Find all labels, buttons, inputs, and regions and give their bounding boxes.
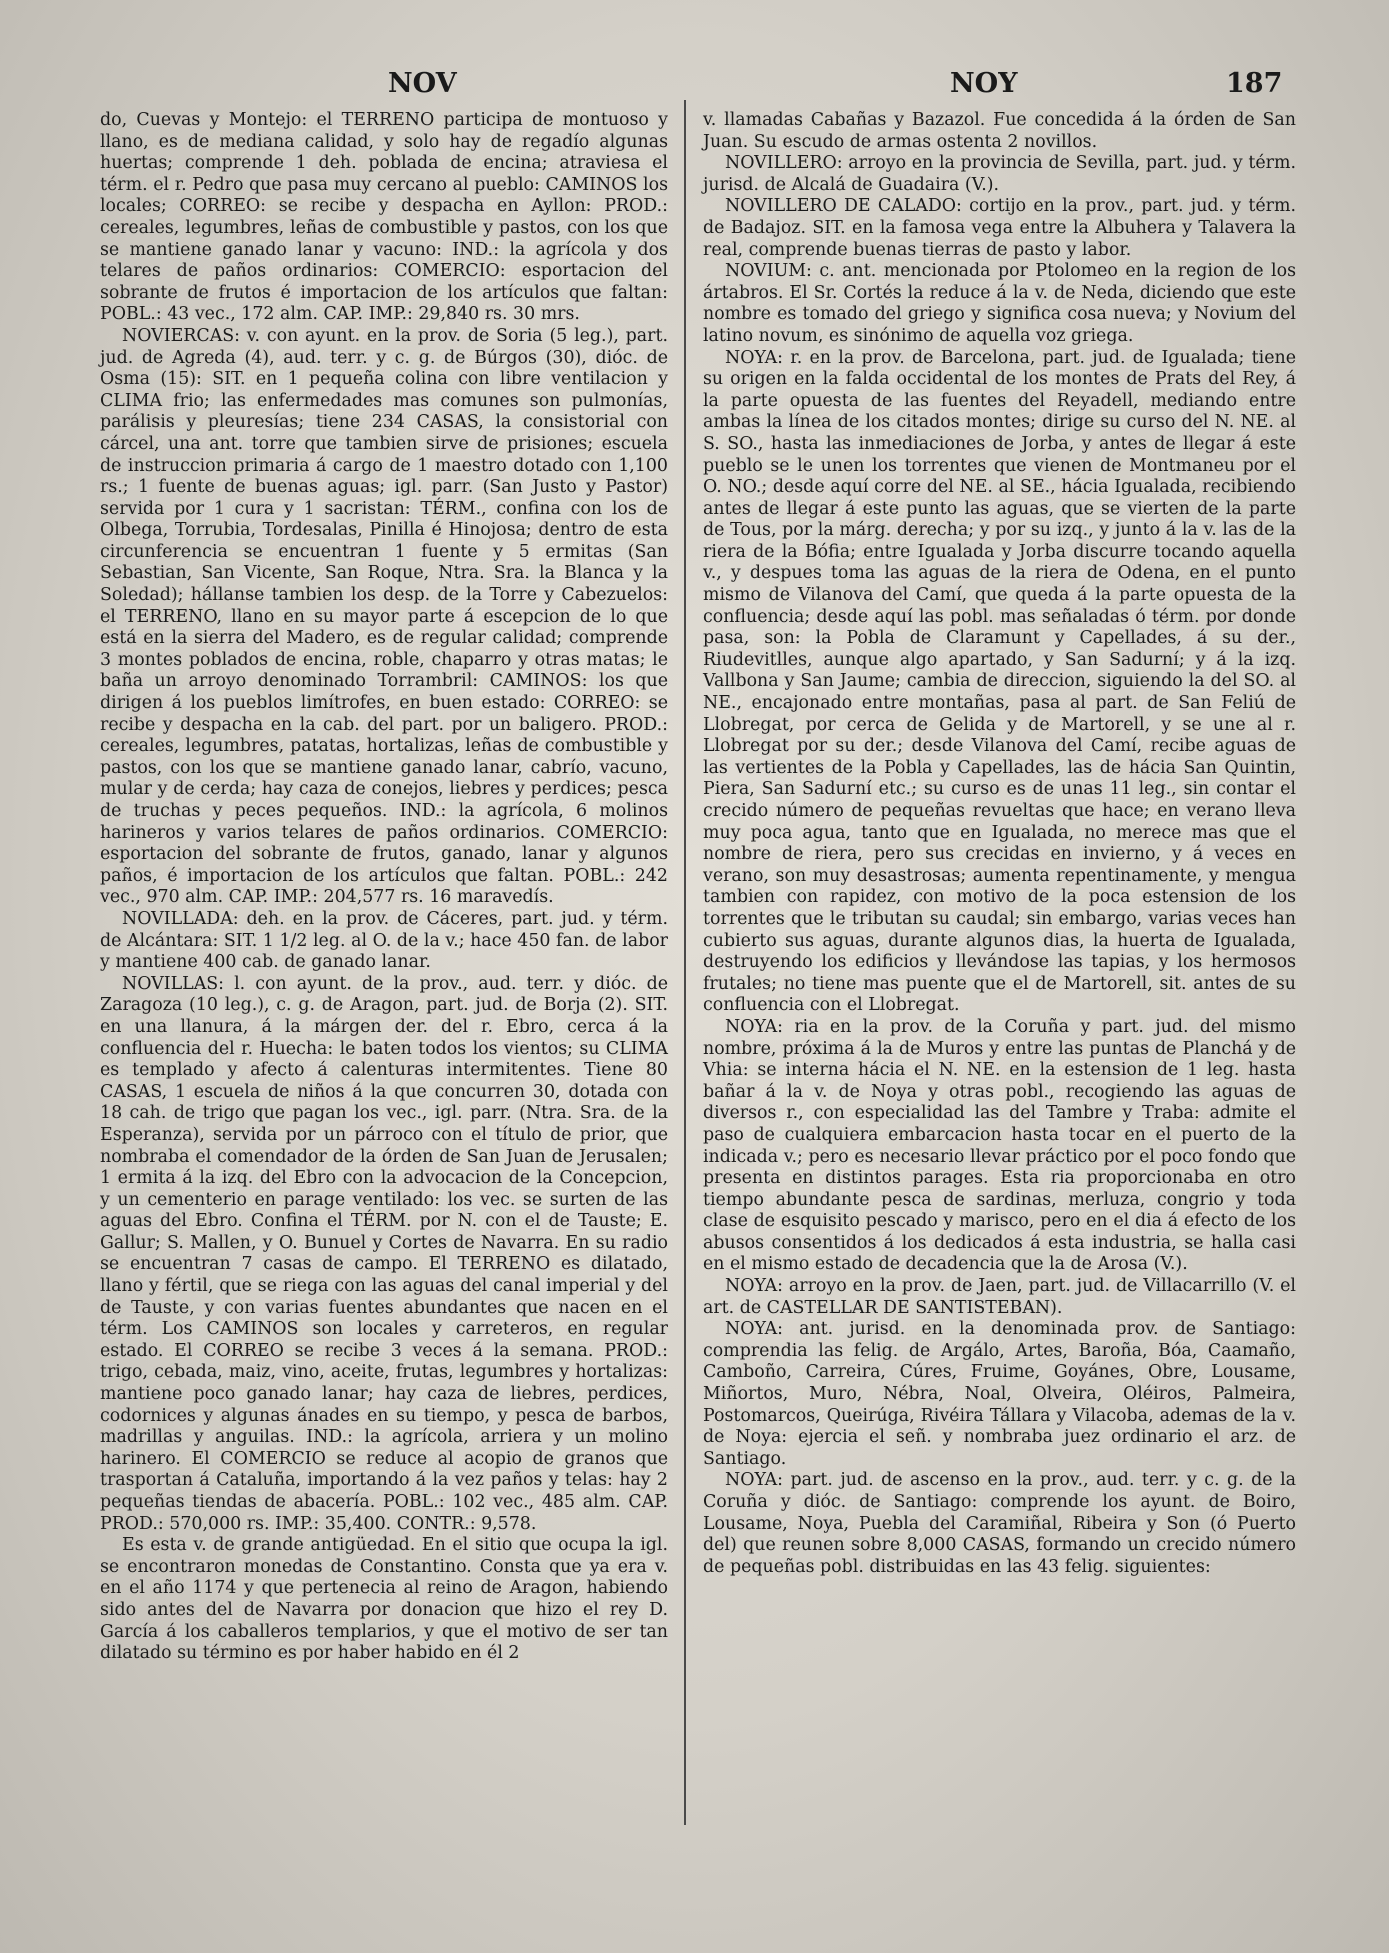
entry-noya-arroyo: NOYA: arroyo en la prov. de Jaen, part. jud. de Villacarrillo (V. el art. de CASTELLAR DE SANTISTEBAN). [703,1276,1296,1318]
entry-noya-partido: NOYA: part. jud. de ascenso en la prov., aud. terr. y c. g. de la Coruña y dióc. de Santiago: comprende los ayunt. de Boiro, Lousame, Noya, Puebla del Caramiñal, Ribeira y Son (ó Puerto del) que reunen sobre 8,000 CASAS, formando un crecido número de pequeñas pobl. distribuidas en las 43 felig. siguientes: [703,1470,1296,1577]
entry-novillero-de-calado: NOVILLERO DE CALADO: cortijo en la prov., part. jud. y térm. de Badajoz. SIT. en la famosa vega entre la Albuhera y Talavera la real, comprende buenas tierras de pasto y labor. [703,196,1296,260]
entry-novillero: NOVILLERO: arroyo en la provincia de Sevilla, part. jud. y térm. jurisd. de Alcalá de Guadaira (V.). [703,153,1296,195]
left-column [100,110,668,1665]
entry-noya-jurisdiction: NOYA: ant. jurisd. en la denominada prov. de Santiago: comprendia las felig. de Argálo, Artes, Baroña, Bóa, Caamaño, Camboño, Carreira, Cúres, Fruime, Goyánes, Obre, Lousame, Miñortos, Muro, Nébra, Noal, Olveira, Oléiros, Palmeira, Postomarcos, Queirúga, Rivéira Tállara y Vilacoba, ademas de la v. de Noya: ejercia el señ. y nombraba juez ordinario el arz. de Santiago. [703,1319,1296,1469]
entry-noya-river: NOYA: r. en la prov. de Barcelona, part. jud. de Igualada; tiene su origen en la falda occidental de los montes de Prats del Rey, á la parte opuesta de las fuentes del Reyadell, mediando entre ambas la línea de los citados montes; dirige su curso del N. NE. al S. SO., hasta las inmediaciones de Jorba, y antes de llegar á este pueblo se le unen los torrentes que vienen de Montmaneu por el O. NO.; desde aquí corre del NE. al SE., hácia Igualada, recibiendo antes de llegar á este punto las aguas, que se vierten de la parte de Tous, por la márg. derecha; y por su izq., y junto á la v. las de la riera de la Bófia; entre Igualada y Jorba discurre tocando aquella v., y despues toma las aguas de la riera de Odena, en el punto mismo de Vilanova del Camí, que queda á la parte opuesta de la confluencia; desde aquí las pobl. mas señaladas ó térm. por donde pasa, son: la Pobla de Claramunt y Capellades, á su der., Riudevitlles, aunque algo apartado, y San Sadurní; y á la izq. Vallbona y San Jaume; cambia de direccion, siguiendo la del SO. al NE., encajonado entre montañas, pasa al part. de San Feliú de Llobregat, por cerca de Gelida y de Martorell, y se une al r. Llobregat por su der.; desde Vilanova del Camí, recibe aguas de las vertientes de la Pobla y Capellades, las de hácia San Quintin, Piera, San Sadurní etc.; su curso es de unas 11 leg., sin contar el crecido número de pequeñas revueltas que hace; en verano lleva muy poca agua, tanto que en Igualada, no merece mas que el nombre de riera, pero sus crecidas en invierno, y á veces en verano, son muy desastrosas; aumenta repentinamente, y mengua tambien con rapidez, con motivo de la poca estension de los torrentes que le tributan su caudal; sin embargo, varias veces han cubierto sus aguas, durante algunos dias, la huerta de Igualada, destruyendo los edificios y llevándose las tapias, y los hermosos frutales; no tiene mas puente que el de Martorell, sit. antes de su confluencia con el Llobregat. [703,347,1296,1016]
header-right-keyword: NOY [950,68,1018,99]
entry-novillas: NOVILLAS: l. con ayunt. de la prov., aud. terr. y dióc. de Zaragoza (10 leg.), c. g. de Aragon, part. jud. de Borja (2). SIT. en una llanura, á la márgen der. del r. Ebro, cerca á la confluencia del r. Huecha: le baten todos los vientos; su CLIMA es templado y afecto á calenturas intermitentes. Tiene 80 CASAS, 1 escuela de niños á la que concurren 30, dotada con 18 cah. de trigo que pagan los vec., igl. parr. (Ntra. Sra. de la Esperanza), servida por un párroco con el título de prior, que nombraba el comendador de la órden de San Juan de Jerusalen; 1 ermita á la izq. del Ebro con la advocacion de la Concepcion, y un cementerio en parage ventilado: los vec. se surten de las aguas del Ebro. Confina el TÉRM. por N. con el de Tauste; E. Gallur; S. Mallen, y O. Bunuel y Cortes de Navarra. En su radio se encuentran 7 casas de campo. El TERRENO es dilatado, llano y fértil, que se riega con las aguas del canal imperial y del de Tauste, y con varias fuentes abundantes que nacen en el térm. Los CAMINOS son locales y carreteros, en regular estado. El CORREO se recibe 3 veces á la semana. PROD.: trigo, cebada, maiz, vino, aceite, frutas, legumbres y hortalizas: mantiene poco ganado lanar; hay caza de liebres, perdices, codornices y algunas ánades en su tiempo, y pesca de barbos, madrillas y anguilas. IND.: la agrícola, arriera y un molino harinero. El COMERCIO se reduce al acopio de granos que trasportan á Cataluña, importando á la vez paños y telas: hay 2 pequeñas tiendas de abacería. POBL.: 102 vec., 485 alm. CAP. PROD.: 570,000 rs. IMP.: 35,400. CONTR.: 9,578. [100,973,668,1534]
entry-continuation-right: v. llamadas Cabañas y Bazazol. Fue concedida á la órden de San Juan. Su escudo de armas ostenta 2 novillos. [703,110,1296,152]
column-divider [684,100,686,1825]
entry-noya-ria: NOYA: ria en la prov. de la Coruña y part. jud. del mismo nombre, próxima á la de Muros y entre las puntas de Planchá y de Vhia: se interna hácia el N. NE. en la estension de 1 leg. hasta bañar á la v. de Noya y otras pobl., recogiendo las aguas de diversos r., con especialidad las del Tambre y Traba: admite el paso de cualquiera embarcacion hasta tocar en el puerto de la indicada v.; pero es necesario llevar práctico por el poco fondo que presenta en distintos parages. Esta ria proporcionaba en otro tiempo abundante pesca de sardinas, merluza, congrio y toda clase de esquisito pescado y marisco, pero en el dia á efecto de los abusos consentidos á los dedicados á esta industria, se halla casi en el mismo estado de decadencia que la de Arosa (V.). [703,1016,1296,1275]
running-header [0,68,1389,108]
entry-novillada: NOVILLADA: deh. en la prov. de Cáceres, part. jud. y térm. de Alcántara: SIT. 1 1/2 leg. al O. de la v.; hace 450 fan. de labor y mantiene 400 cab. de ganado lanar. [100,908,668,973]
entry-novillas-history: Es esta v. de grande antigüedad. En el sitio que ocupa la igl. se encontraron monedas de Constantino. Consta que ya era v. en el año 1174 y que pertenecia al reino de Aragon, habiendo sido antes del de Navarra por donacion que hizo el rey D. García á los caballeros templarios, y que el motivo de ser tan dilatado su término es por haber habido en él 2 [100,1535,668,1664]
right-column [703,110,1296,1578]
entry-continuation: do, Cuevas y Montejo: el TERRENO participa de montuoso y llano, es de mediana calidad, y solo hay de regadío algunas huertas; comprende 1 deh. poblada de encina; atraviesa el térm. el r. Pedro que pasa muy cercano al pueblo: CAMINOS los locales; CORREO: se recibe y despacha en Ayllon: PROD.: cereales, legumbres, leñas de combustible y pastos, con los que se mantiene ganado lanar y vacuno: IND.: la agrícola y dos telares de paños ordinarios: COMERCIO: esportacion del sobrante de frutos é importacion de los artículos que faltan: POBL.: 43 vec., 172 alm. CAP. IMP.: 29,840 rs. 30 mrs. [100,110,668,325]
page-number: 187 [1226,68,1283,99]
header-left-keyword: NOV [388,68,457,99]
entry-noviercas: NOVIERCAS: v. con ayunt. en la prov. de Soria (5 leg.), part. jud. de Agreda (4), aud. terr. y c. g. de Búrgos (30), dióc. de Osma (15): SIT. en 1 pequeña colina con libre ventilacion y CLIMA frio; las enfermedades mas comunes son pulmonías, parálisis y pleuresías; tiene 234 CASAS, la consistorial con cárcel, una ant. torre que tambien sirve de prisiones; escuela de instruccion primaria á cargo de 1 maestro dotado con 1,100 rs.; 1 fuente de buenas aguas; igl. parr. (San Justo y Pastor) servida por 1 cura y 1 sacristan: TÉRM., confina con los de Olbega, Torrubia, Tordesalas, Pinilla é Hinojosa; dentro de esta circunferencia se encuentran 1 fuente y 5 ermitas (San Sebastian, San Vicente, San Roque, Ntra. Sra. la Blanca y la Soledad); hállanse tambien los desp. de la Torre y Cabezuelos: el TERRENO, llano en su mayor parte á escepcion de lo que está en la sierra del Madero, es de regular calidad; comprende 3 montes poblados de encina, roble, chaparro y otras matas; le baña un arroyo denominado Torrambril: CAMINOS: los que dirigen á los pueblos limítrofes, en buen estado: CORREO: se recibe y despacha en la cab. del part. por un baligero. PROD.: cereales, legumbres, patatas, hortalizas, leñas de combustible y pastos, con los que se mantiene ganado lanar, cabrío, vacuno, mular y de cerda; hay caza de conejos, liebres y perdices; pesca de truchas y peces pequeños. IND.: la agrícola, 6 molinos harineros y varios telares de paños ordinarios. COMERCIO: esportacion del sobrante de frutos, ganado, lanar y algunos paños, é importacion de los artículos que faltan. POBL.: 242 vec., 970 alm. CAP. IMP.: 204,577 rs. 16 maravedís. [100,325,668,908]
entry-novium: NOVIUM: c. ant. mencionada por Ptolomeo en la region de los ártabros. El Sr. Cortés la reduce á la v. de Neda, diciendo que este nombre es tomado del griego y significa cosa nueva; y Novium del latino novum, es sinónimo de aquella voz griega. [703,261,1296,346]
